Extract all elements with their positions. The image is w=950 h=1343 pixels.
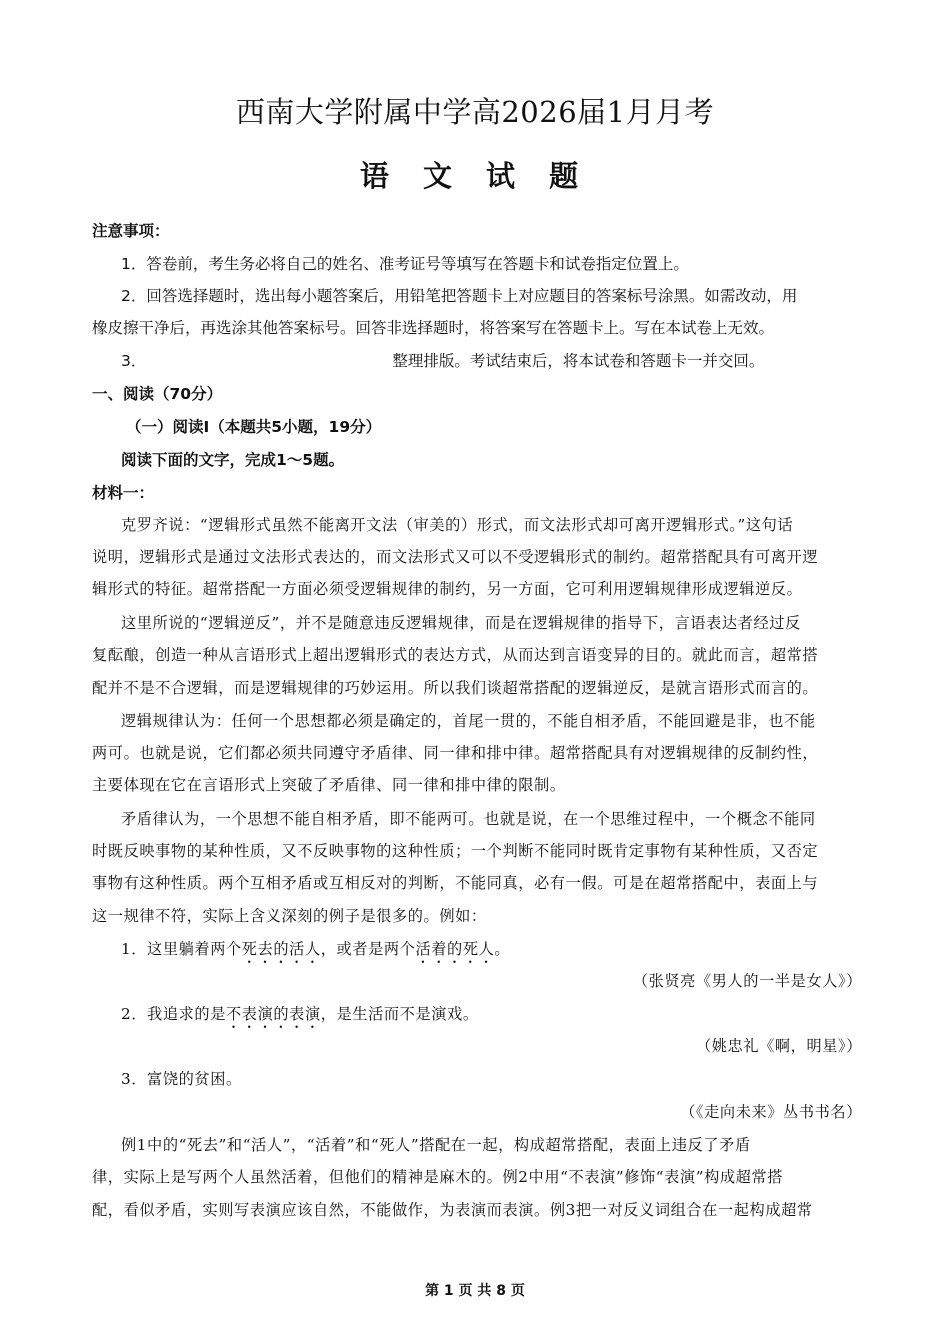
section-heading: 一、阅读（70分） — [92, 385, 223, 403]
passage-line: 这里所说的“逻辑逆反”，并不是随意违反逻辑规律，而是在逻辑规律的指导下，言语表达者经过反 — [121, 614, 801, 632]
passage-line: 两可。也就是说，它们都必须共同遵守矛盾律、同一律和排中律。超常搭配具有对逻辑规律的反制约性， — [92, 744, 819, 762]
reading-instruction: 阅读下面的文字，完成1～5题。 — [121, 451, 345, 469]
example-1 — [121, 938, 862, 967]
notice-item-1: 1．答卷前，考生务必将自己的姓名、准考证号等填写在答题卡和试卷指定位置上。 — [121, 255, 689, 273]
example-3-source: （《走向未来》丛书书名） — [680, 1103, 862, 1121]
emphasized-text: 死人 — [462, 940, 495, 958]
material-label: 材料一： — [92, 484, 155, 502]
passage-line: 配，看似矛盾，实则写表演应该自然，不能做作，为表演而表演。例3把一对反义词组合在一起构成超常 — [92, 1201, 813, 1219]
subject-title: 语 文 试 题 — [359, 159, 591, 193]
page-number: 第 1 页 共 8 页 — [425, 1283, 525, 1299]
passage-line: 这一规律不符，实际上含义深刻的例子是很多的。例如： — [92, 907, 487, 925]
passage-line: 复酝酿，创造一种从言语形式上超出逻辑形式的表达方式，从而达到言语变异的目的。就此而言，超常搭 — [92, 646, 819, 664]
passage-line: 矛盾律认为，一个思想不能自相矛盾，即不能两可。也就是说，在一个思维过程中，一个概念不能同 — [121, 810, 816, 828]
emphasized-text: 活人 — [289, 940, 321, 958]
passage-line: 例1中的“死去”和“活人”，“活着”和“死人”搭配在一起，构成超常搭配，表面上违反了矛盾 — [121, 1136, 751, 1154]
emphasized-text: 的 — [273, 940, 290, 958]
example-text: 。 — [494, 940, 511, 958]
notice-item-2-line-1: 2．回答选择题时，选出每小题答案后，用铅笔把答题卡上对应题目的答案标号涂黑。如需改动，用 — [121, 287, 798, 305]
passage-line: 克罗齐说：“逻辑形式虽然不能离开文法（审美的）形式，而文法形式却可离开逻辑形式。”这句话 — [121, 516, 794, 534]
example-text: 2．我追求的是 — [121, 1005, 226, 1023]
example-1-source: （张贤亮《男人的一半是女人》） — [632, 972, 862, 990]
passage-line: 配并不是不合逻辑，而是逻辑规律的巧妙运用。所以我们谈超常搭配的逻辑逆反，是就言语形式而言的。 — [92, 679, 819, 697]
emphasized-text: 活着 — [415, 940, 448, 958]
example-text: 1．这里躺着两个 — [121, 940, 242, 958]
example-2 — [121, 1003, 862, 1032]
example-2-source: （姚忠礼《啊，明星》） — [695, 1037, 862, 1055]
passage-line: 事物有这种性质。两个互相矛盾或互相反对的判断，不能同真，必有一假。可是在超常搭配中，表面上与 — [92, 874, 819, 892]
example-3: 3．富饶的贫困。 — [121, 1070, 242, 1088]
emphasized-text: 死去 — [241, 940, 274, 958]
notice-item-2-line-2: 橡皮擦干净后，再选涂其他答案标号。回答非选择题时，将答案写在答题卡上。写在本试卷上无效。 — [92, 319, 775, 337]
emphasized-text: 不表演 — [226, 1005, 274, 1023]
passage-line: 逻辑规律认为：任何一个思想都必须是确定的，首尾一贯的，不能自相矛盾，不能回避是非，也不能 — [121, 712, 816, 730]
passage-line: 主要体现在它在言语形式上突破了矛盾律、同一律和排中律的限制。 — [92, 776, 566, 794]
emphasized-text: 表演 — [289, 1005, 321, 1023]
notice-item-3-number: 3． — [121, 352, 147, 370]
passage-line: 说明，逻辑形式是通过文法形式表达的，而文法形式又可以不受逻辑形式的制约。超常搭配具有可离开逻 — [92, 548, 819, 566]
emphasized-text: 的 — [273, 1005, 290, 1023]
passage-line: 律，实际上是写两个人虽然活着，但他们的精神是麻木的。例2中用“不表演”修饰“表演”构成超常搭 — [92, 1168, 784, 1186]
passage-line: 时既反映事物的某种性质，又不反映事物的这种性质；一个判断不能同时既肯定事物有某种性质，又否定 — [92, 842, 819, 860]
notice-heading: 注意事项： — [92, 222, 170, 240]
notice-item-3 — [121, 350, 862, 372]
exam-title: 西南大学附属中学高2026届1月月考 — [235, 95, 715, 129]
example-text: ，或者是两个 — [320, 940, 416, 958]
sub-section-heading: （一）阅读Ⅰ（本题共5小题，19分） — [126, 418, 382, 436]
example-text: ，是生活而不是演戏。 — [320, 1005, 479, 1023]
emphasized-text: 的 — [447, 940, 463, 958]
passage-line: 辑形式的特征。超常搭配一方面必须受逻辑规律的制约，另一方面，它可利用逻辑规律形成逻辑逆反。 — [92, 580, 803, 598]
notice-item-3-text: 整理排版。考试结束后，将本试卷和答题卡一并交回。 — [392, 352, 765, 370]
